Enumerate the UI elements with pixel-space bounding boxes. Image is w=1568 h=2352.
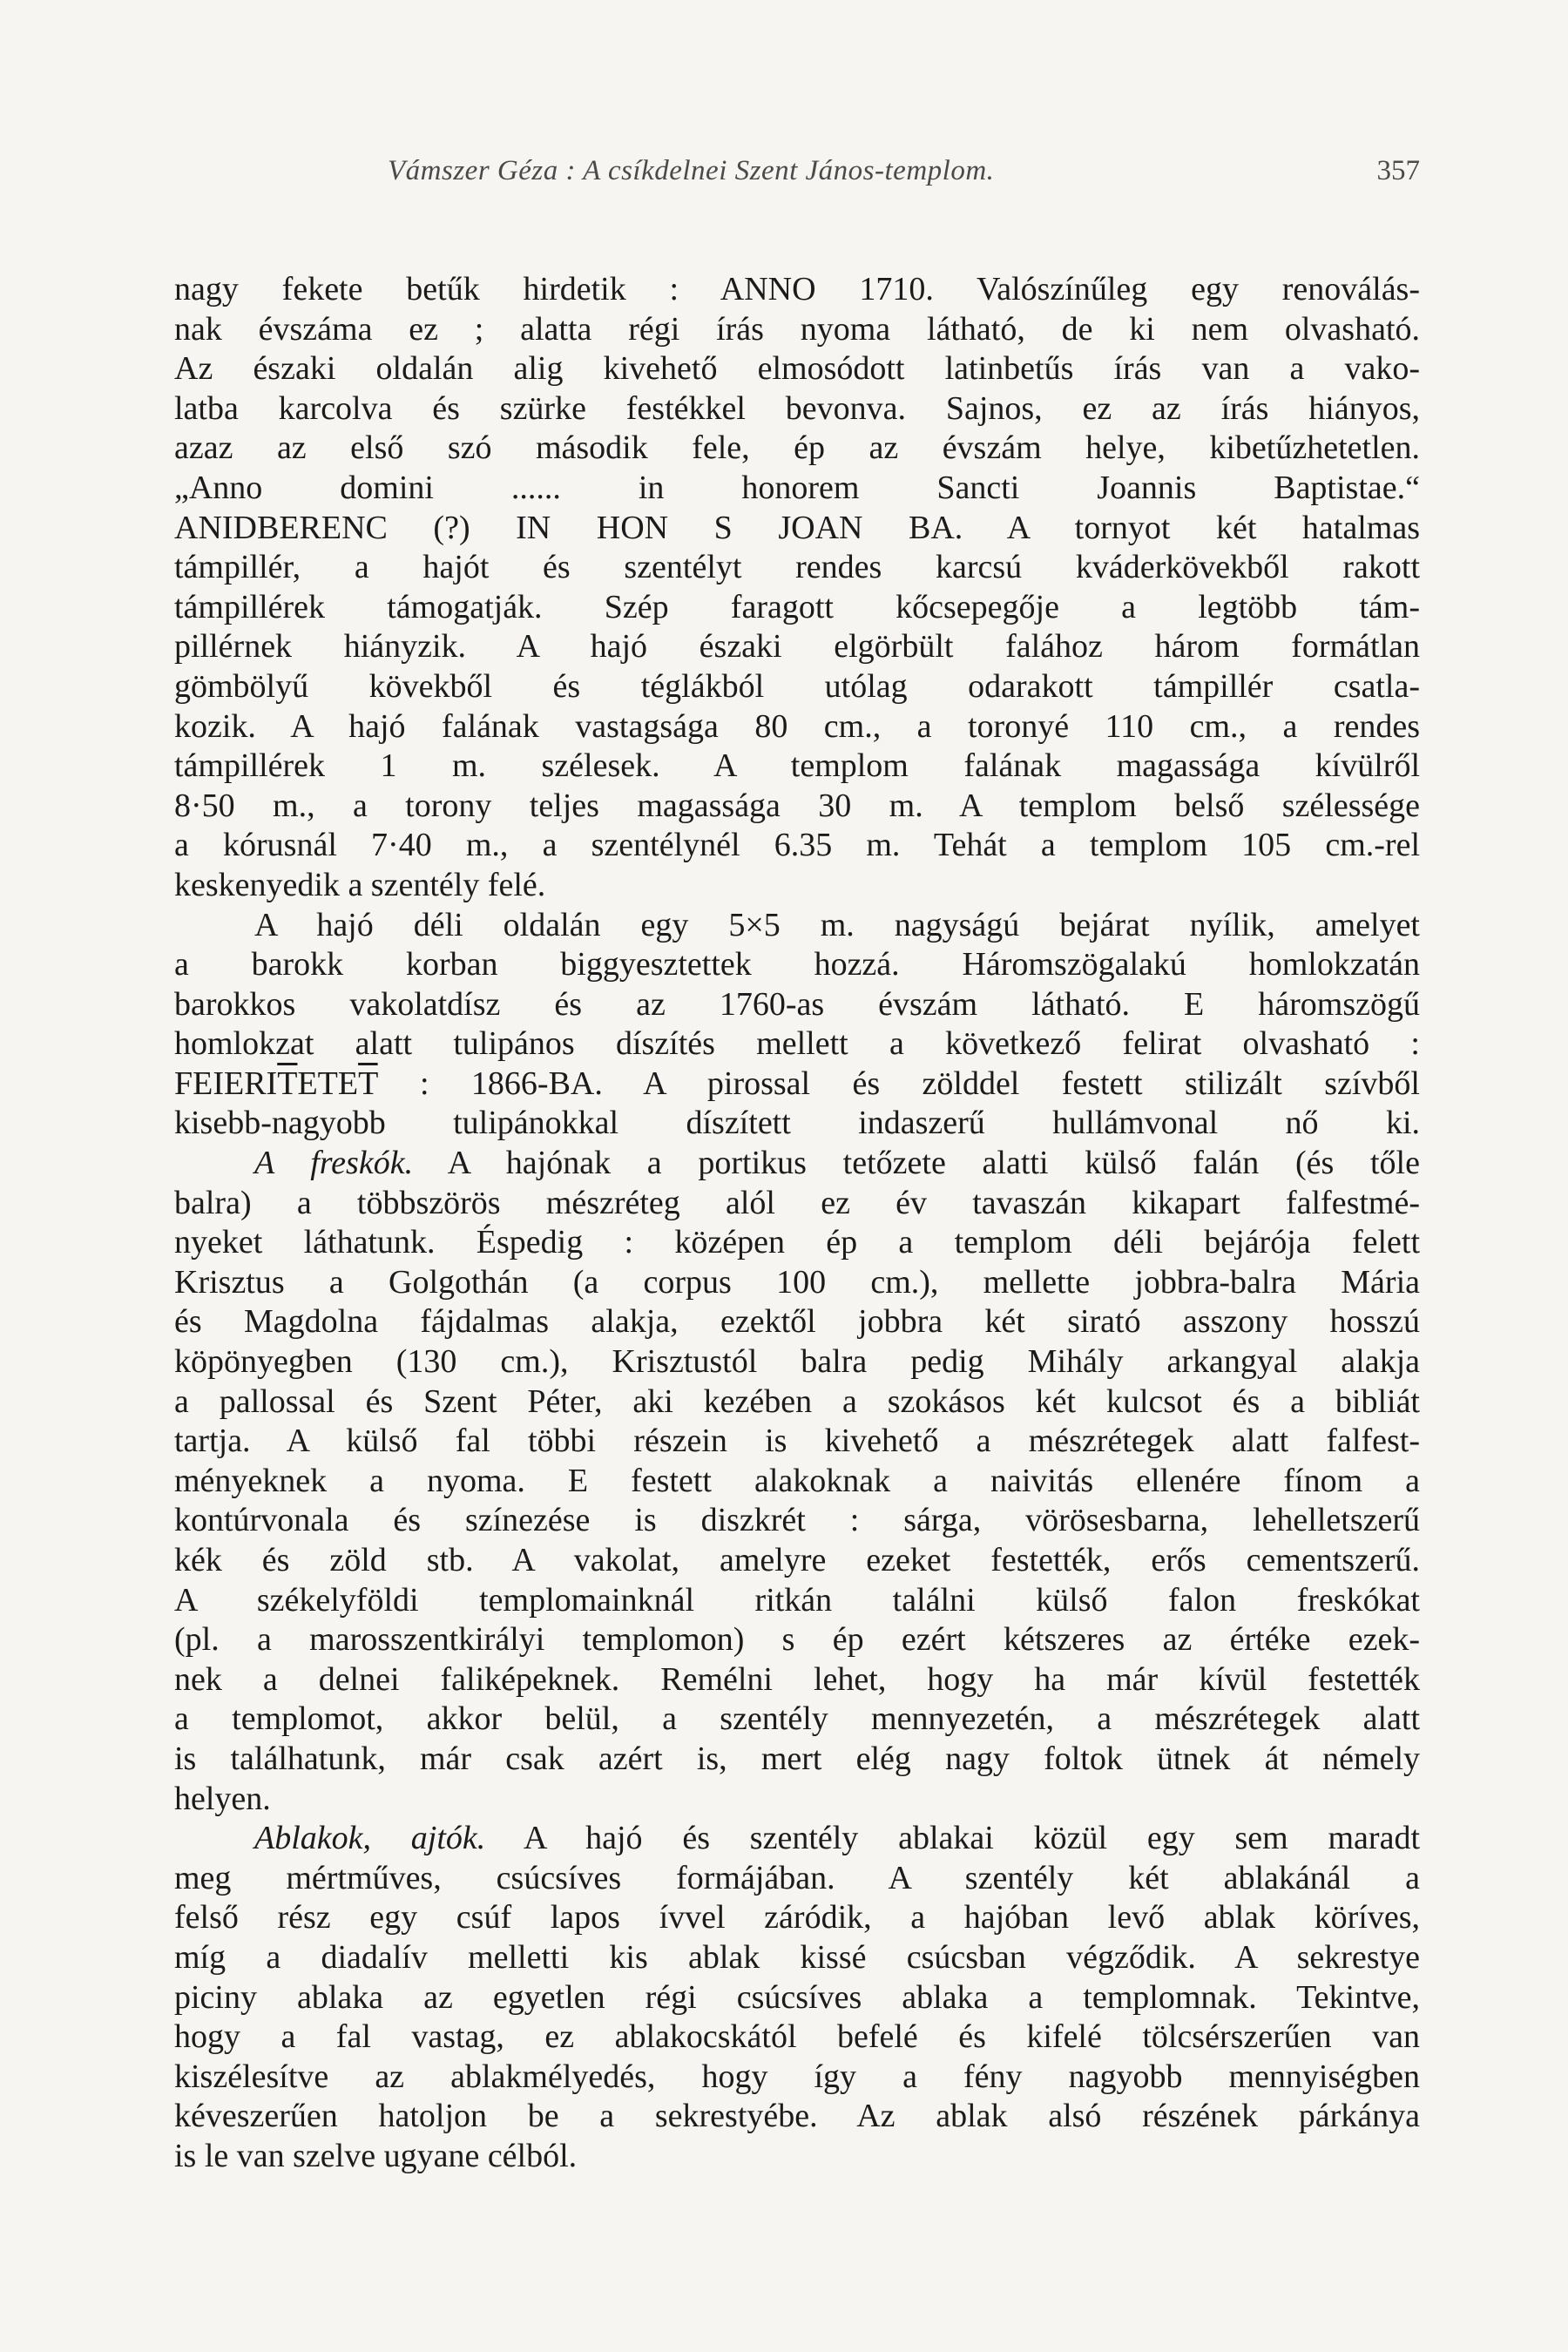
body-text xyxy=(174,270,1420,2177)
text-line: kiszélesítve az ablakmélyedés, hogy így a fény nagyobb mennyiségben xyxy=(174,2058,1420,2095)
text-line: ANIDBERENC (?) IN HON S JOAN BA. A tornyot két hatalmas xyxy=(174,509,1420,546)
text-line: „Anno domini ...... in honorem Sancti Joannis Baptistae.“ xyxy=(174,469,1420,506)
section-heading-freskok: A freskók. xyxy=(254,1145,414,1182)
section-freskok-line xyxy=(174,1144,1420,1184)
text-line: nyeket láthatunk. Éspedig : középen ép a templom déli bejárója felett xyxy=(174,1224,1420,1261)
text-line: kék és zöld stb. A vakolat, amelyre ezeket festették, erős cementszerű. xyxy=(174,1542,1420,1578)
text-line: a templomot, akkor belül, a szentély mennyezetén, a mészrétegek alatt xyxy=(174,1700,1420,1738)
text-line: köpönyegben (130 cm.), Krisztustól balra pedig Mihály arkangyal alakja xyxy=(174,1343,1420,1381)
running-title: Vámszer Géza : A csíkdelnei Szent János-templom. xyxy=(388,155,995,186)
section-ablakok-line xyxy=(174,1819,1420,1859)
text-line: tartja. A külső fal többi részein is kivehető a mészrétegek alatt falfest- xyxy=(174,1423,1420,1460)
text-line: ményeknek a nyoma. E festett alakoknak a naivitás ellenére fínom a xyxy=(174,1462,1420,1499)
text-line: gömbölyű kövekből és téglákból utólag odarakott támpillér csatla- xyxy=(174,667,1420,705)
text-line: (pl. a marosszentkirályi templomon) s ép ezért kétszeres az értéke ezek- xyxy=(174,1621,1420,1659)
text-line: támpillér, a hajót és szentélyt rendes karcsú kváderkövekből rakott xyxy=(174,549,1420,586)
text-line: is találhatunk, már csak azért is, mert elég nagy foltok ütnek át némely xyxy=(174,1740,1420,1777)
text-line: a kórusnál 7·40 m., a szentélynél 6.35 m. Tehát a templom 105 cm.-rel xyxy=(174,827,1420,864)
text-line: felső rész egy csúf lapos ívvel záródik, a hajóban levő ablak köríves, xyxy=(174,1899,1420,1936)
text-line: támpillérek 1 m. szélesek. A templom falának magassága kívülről xyxy=(174,747,1420,785)
text-line: 8·50 m., a torony teljes magassága 30 m. A templom belső szélessége xyxy=(174,787,1420,824)
running-head xyxy=(174,155,1420,187)
text-line: piciny ablaka az egyetlen régi csúcsíves ablaka a templomnak. Tekintve, xyxy=(174,1978,1420,2016)
text-line: balra) a többszörös mészréteg alól ez év tavaszán kikapart falfestmé- xyxy=(174,1184,1420,1221)
text-line: azaz az első szó második fele, ép az évszám helye, kibetűzhetetlen. xyxy=(174,429,1420,467)
text-line: míg a diadalív melletti kis ablak kissé csúcsban végződik. A sekrestye xyxy=(174,1938,1420,1976)
text-line: latba karcolva és szürke festékkel bevonva. Sajnos, ez az írás hiányos, xyxy=(174,389,1420,427)
text-line: kéveszerűen hatoljon be a sekrestyébe. Az ablak alsó részének párkánya xyxy=(174,2098,1420,2135)
text-line: A hajó déli oldalán egy 5×5 m. nagyságú bejárat nyílik, amelyet xyxy=(254,906,1420,943)
inscription-overline-letter: $\overline{T}$ xyxy=(358,1064,378,1102)
text-line: A székelyföldi templomainknál ritkán találni külső falon freskókat xyxy=(174,1581,1420,1619)
text-line: pillérnek hiányzik. A hajó északi elgörbült falához három formátlan xyxy=(174,628,1420,666)
section-text: A hajó és szentély ablakai közül egy sem maradt xyxy=(485,1820,1420,1857)
text-line: keskenyedik a szentély felé. xyxy=(174,866,546,903)
feier-inscription-line xyxy=(174,1064,1420,1105)
text-line: nak évszáma ez ; alatta régi írás nyoma látható, de ki nem olvasható. xyxy=(174,310,1420,348)
text-line: a pallossal és Szent Péter, aki kezében a szokásos két kulcsot és a bibliát xyxy=(174,1382,1420,1420)
inscription-part: FEIERI xyxy=(174,1064,278,1102)
section-text: A hajónak a portikus tetőzete alatti külső falán (és tőle xyxy=(413,1145,1420,1182)
text-line: hogy a fal vastag, ez ablakocskától befelé és kifelé tölcsérszerűen van xyxy=(174,2018,1420,2056)
text-line: homlokzat alatt tulipános díszítés mellett a következő felirat olvasható : xyxy=(174,1025,1420,1063)
text-line: a barokk korban biggyesztettek hozzá. Háromszögalakú homlokzatán xyxy=(174,946,1420,983)
page-number: 357 xyxy=(1376,155,1420,186)
text-line: és Magdolna fájdalmas alakja, ezektől jobbra két sirató asszony hosszú xyxy=(174,1303,1420,1341)
text-line: támpillérek támogatják. Szép faragott kőcsepegője a legtöbb tám- xyxy=(174,588,1420,625)
text-line: kozik. A hajó falának vastagsága 80 cm., a toronyé 110 cm., a rendes xyxy=(174,707,1420,745)
inscription-overline-letter: $\overline{T}$ xyxy=(277,1064,298,1102)
text-line: helyen. xyxy=(174,1780,271,1817)
text-line: barokkos vakolatdísz és az 1760-as évszám látható. E háromszögű xyxy=(174,985,1420,1023)
section-heading-ablakok: Ablakok, ajtók. xyxy=(254,1820,486,1857)
text-line: kisebb-nagyobb tulipánokkal díszített indaszerű hullámvonal nő ki. xyxy=(174,1105,1420,1142)
text-line: Krisztus a Golgothán (a corpus 100 cm.), mellette jobbra-balra Mária xyxy=(174,1263,1420,1301)
text-line: nagy fekete betűk hirdetik : ANNO 1710. Valószínűleg egy renoválás- xyxy=(174,271,1420,308)
inscription-part: ETE xyxy=(297,1064,359,1102)
inscription-rest: : 1866-BA. A pirossal és zölddel festett stilizált szívből xyxy=(377,1064,1420,1102)
text-line: kontúrvonala és színezése is diszkrét : sárga, vörösesbarna, lehelletszerű xyxy=(174,1502,1420,1539)
text-line: meg mértműves, csúcsíves formájában. A szentély két ablakánál a xyxy=(174,1859,1420,1896)
text-line: Az északi oldalán alig kivehető elmosódott latinbetűs írás van a vako- xyxy=(174,350,1420,388)
text-line: nek a delnei faliképeknek. Remélni lehet, hogy ha már kívül festették xyxy=(174,1660,1420,1698)
text-line: is le van szelve ugyane célból. xyxy=(174,2137,578,2174)
